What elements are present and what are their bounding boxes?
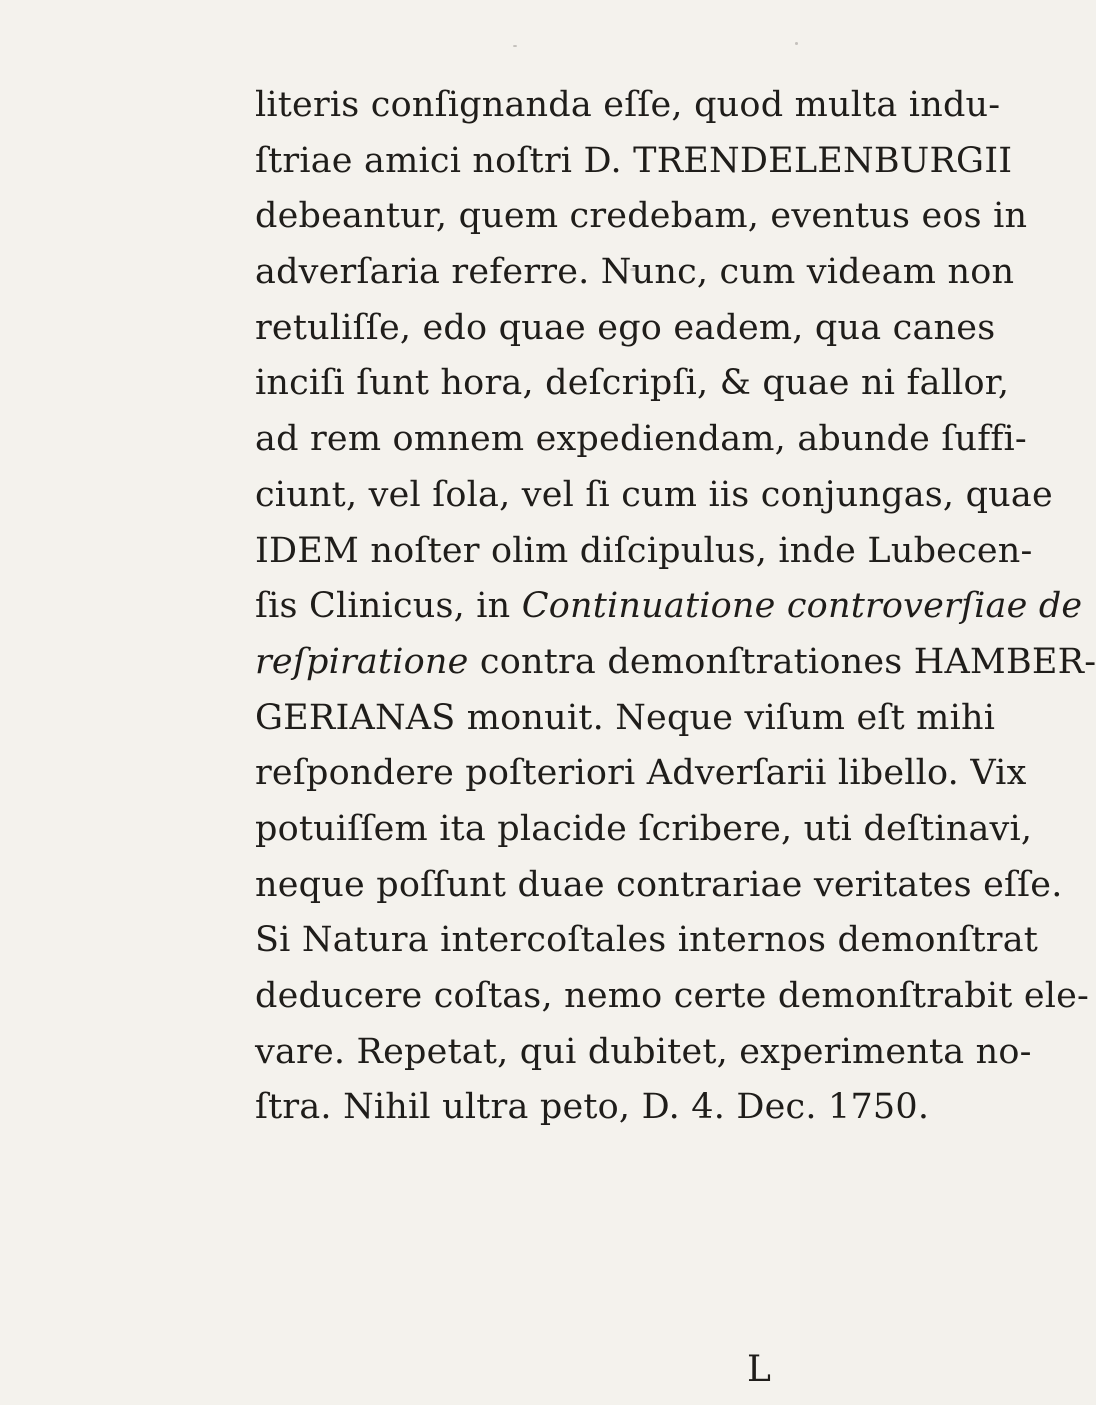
text-line-4: adverſaria referre. Nunc, cum videam non [255,252,1015,293]
catchword: L [747,1349,771,1390]
text-line-11-roman: contra demonſtrationes HAMBER- [468,641,1096,682]
paper-speck [795,42,798,45]
text-line-2: ſtriae amici noſtri D. TRENDELENBURGII [255,140,1013,181]
text-line-19: ſtra. Nihil ultra peto, D. 4. Dec. 1750. [255,1087,930,1128]
text-line-17: deducere coſtas, nemo certe demonſtrabit ele- [255,976,1090,1016]
text-line-1: literis conſignanda eſſe, quod multa indu- [255,85,1001,125]
text-line-10 [255,579,1083,635]
text-line-6: inciſi ſunt hora, deſcripſi, & quae ni fallor, [255,363,1010,404]
text-line-5: retuliſſe, edo quae ego eadem, qua canes [255,307,996,348]
text-line-9: IDEM noſter olim diſcipulus, inde Lubecen- [255,530,1033,571]
text-line-8: ciunt, vel ſola, vel ſi cum iis conjungas, quae [255,474,1053,515]
text-line-11 [255,635,1096,691]
paper-speck [630,268,636,271]
text-line-13: reſpondere poſteriori Adverſarii libello. Vix [255,753,1027,794]
text-line-3: debeantur, quem credebam, eventus eos in [255,196,1028,237]
italic-title-phrase-2: reſpiratione [255,641,469,682]
italic-title-phrase: Continuatione controverſiae de [521,586,1083,627]
text-line-12: GERIANAS monuit. Neque viſum eſt mihi [255,697,996,738]
text-line-18: vare. Repetat, qui dubitet, experimenta no- [255,1031,1032,1072]
body-text [255,78,1096,1136]
paper-speck [513,45,517,47]
text-line-7: ad rem omnem expediendam, abunde ſuffi- [255,419,1027,460]
text-line-10-roman: ſis Clinicus, in [255,586,522,627]
text-line-16: Si Natura intercoſtales internos demonſtrat [255,920,1039,961]
text-line-14: potuiſſem ita placide ſcribere, uti deſtinavi, [255,808,1033,849]
text-line-15: neque poſſunt duae contrariae veritates eſſe. [255,864,1063,905]
